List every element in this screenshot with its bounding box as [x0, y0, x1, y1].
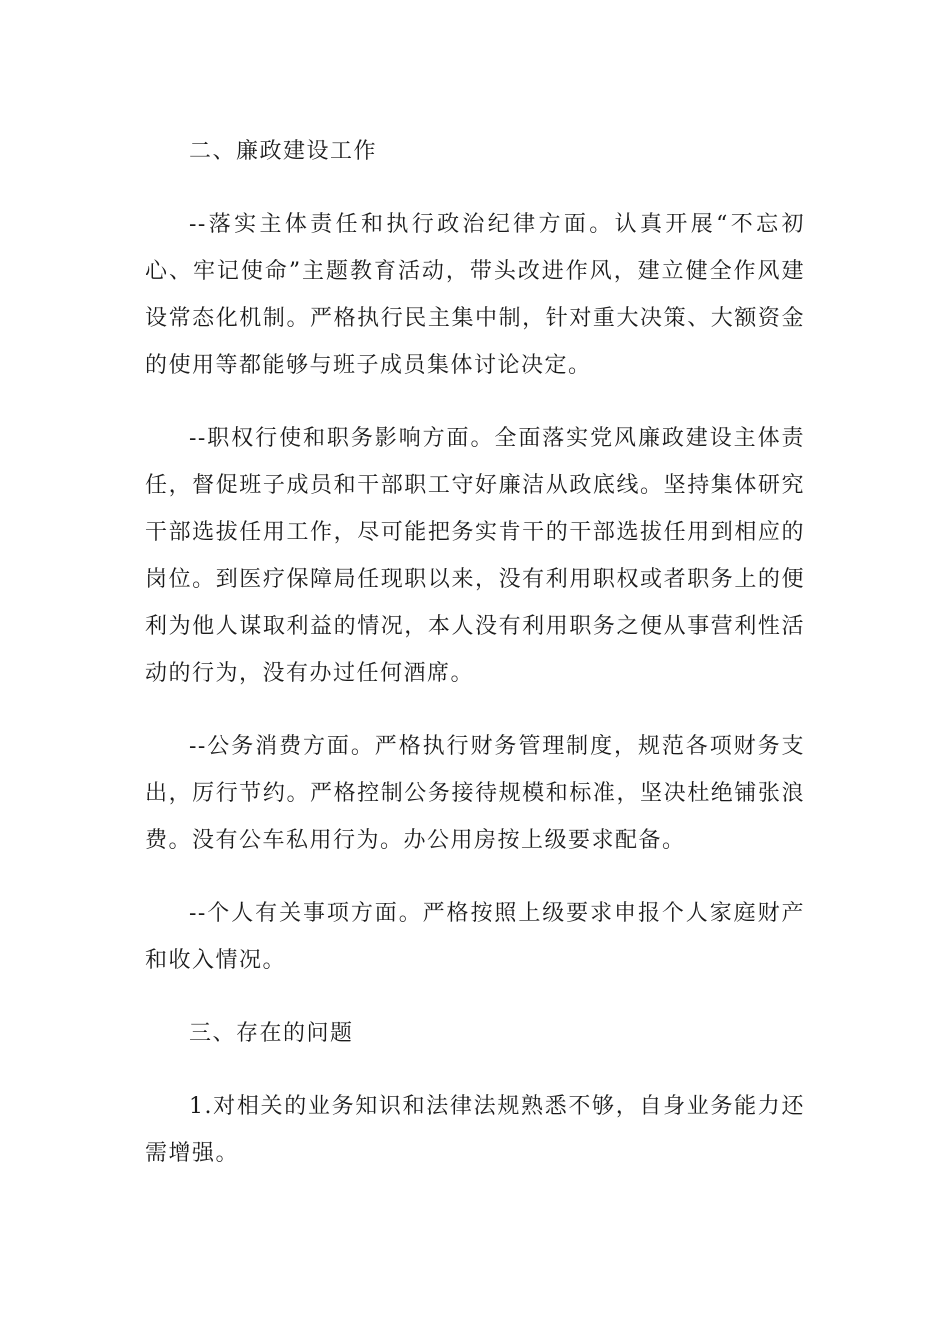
section-heading-existing-problems: 三、存在的问题: [189, 1021, 354, 1046]
document-body: [145, 128, 805, 1203]
paragraph-main-responsibility: --落实主体责任和执行政治纪律方面。认真开展“不忘初心、牢记使命”主题教育活动，带头改进作风，建立健全作风建设常态化机制。严格执行民主集中制，针对重大决策、大额资金的使用等都能够与班子成员集体讨论决定。: [145, 212, 805, 378]
section-heading-integrity-work: 二、廉政建设工作: [189, 139, 378, 164]
paragraph-public-consumption: --公务消费方面。严格执行财务管理制度，规范各项财务支出，厉行节约。严格控制公务接待规模和标准，坚决杜绝铺张浪费。没有公车私用行为。办公用房按上级要求配备。: [145, 734, 805, 853]
paragraph-power-exercise: --职权行使和职务影响方面。全面落实党风廉政建设主体责任，督促班子成员和干部职工守好廉洁从政底线。坚持集体研究干部选拔任用工作，尽可能把务实肯干的干部选拔任用到相应的岗位。到医疗保障局任现职以来，没有利用职权或者职务上的便利为他人谋取利益的情况，本人没有利用职务之便从事营利性活动的行为，没有办过任何酒席。: [145, 426, 805, 686]
paragraph-problem-1: 1.对相关的业务知识和法律法规熟悉不够，自身业务能力还需增强。: [145, 1094, 805, 1166]
paragraph-personal-matters: --个人有关事项方面。严格按照上级要求申报个人家庭财产和收入情况。: [145, 901, 805, 973]
